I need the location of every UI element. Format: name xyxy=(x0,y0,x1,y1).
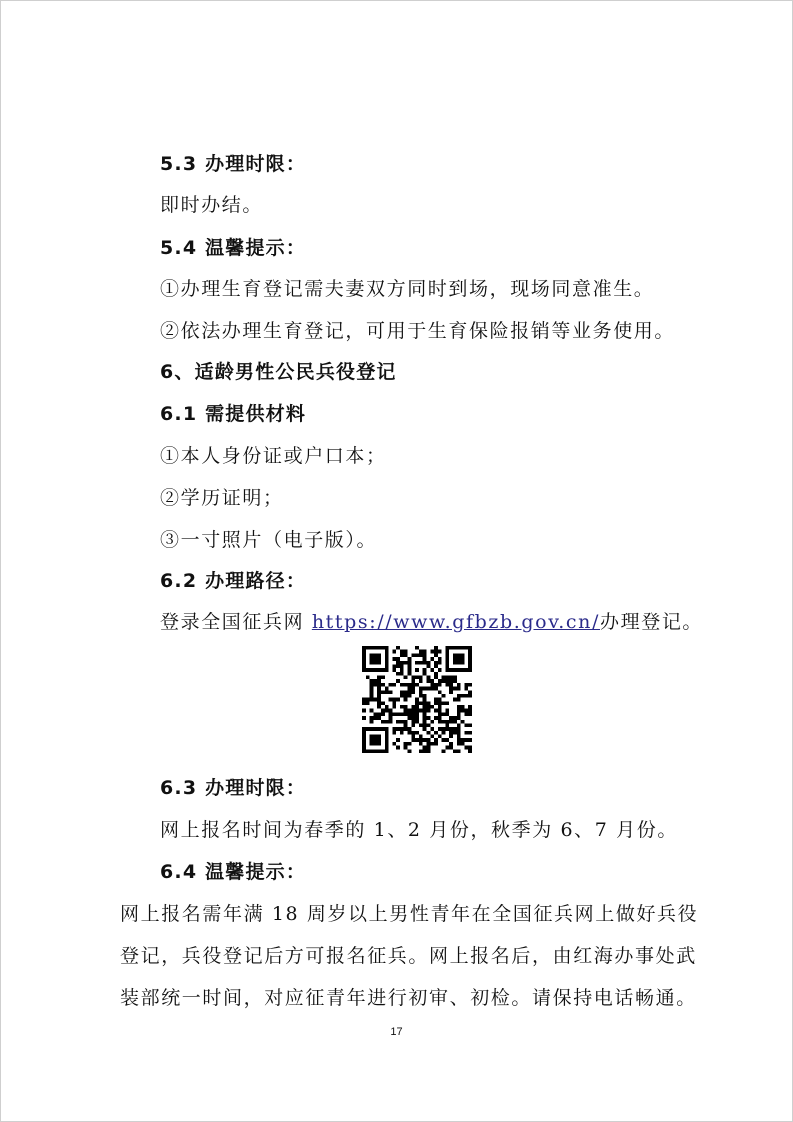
path-prefix: 登录全国征兵网 xyxy=(160,611,312,633)
gfbzb-link[interactable]: https://www.gfbzb.gov.cn/ xyxy=(311,611,601,633)
section-5-4-item-2: ②依法办理生育登记，可用于生育保险报销等业务使用。 xyxy=(160,320,676,342)
section-6-4-paragraph-line-2: 登记，兵役登记后方可报名征兵。网上报名后，由红海办事处武 xyxy=(120,945,697,967)
section-6-4-title: 6.4 温馨提示： xyxy=(160,861,307,883)
section-6-2-title: 6.2 办理路径： xyxy=(160,570,307,592)
section-6-3-title: 6.3 办理时限： xyxy=(160,777,307,799)
section-6-1-item-2: ②学历证明； xyxy=(160,487,284,509)
section-6-1-title: 6.1 需提供材料 xyxy=(160,403,307,425)
section-6-3-body: 网上报名时间为春季的 1、2 月份，秋季为 6、7 月份。 xyxy=(160,819,678,841)
page-number: 17 xyxy=(390,1026,403,1038)
section-5-3-body: 即时办结。 xyxy=(160,194,264,216)
section-5-4-item-1: ①办理生育登记需夫妻双方同时到场，现场同意准生。 xyxy=(160,278,655,300)
section-5-4-title: 5.4 温馨提示： xyxy=(160,237,307,259)
path-suffix: 办理登记。 xyxy=(600,611,704,633)
section-6-1-item-1: ①本人身份证或户口本； xyxy=(160,445,387,467)
section-6-4-paragraph-line-1: 网上报名需年满 18 周岁以上男性青年在全国征兵网上做好兵役 xyxy=(120,903,699,925)
section-5-3-title: 5.3 办理时限： xyxy=(160,153,307,175)
qr-code-image xyxy=(362,646,472,753)
section-6-4-paragraph-line-3: 装部统一时间，对应征青年进行初审、初检。请保持电话畅通。 xyxy=(120,987,697,1009)
section-6-1-item-3: ③一寸照片（电子版）。 xyxy=(160,529,378,551)
section-6-2-body xyxy=(160,607,703,634)
section-6-title: 6、适龄男性公民兵役登记 xyxy=(160,361,397,383)
